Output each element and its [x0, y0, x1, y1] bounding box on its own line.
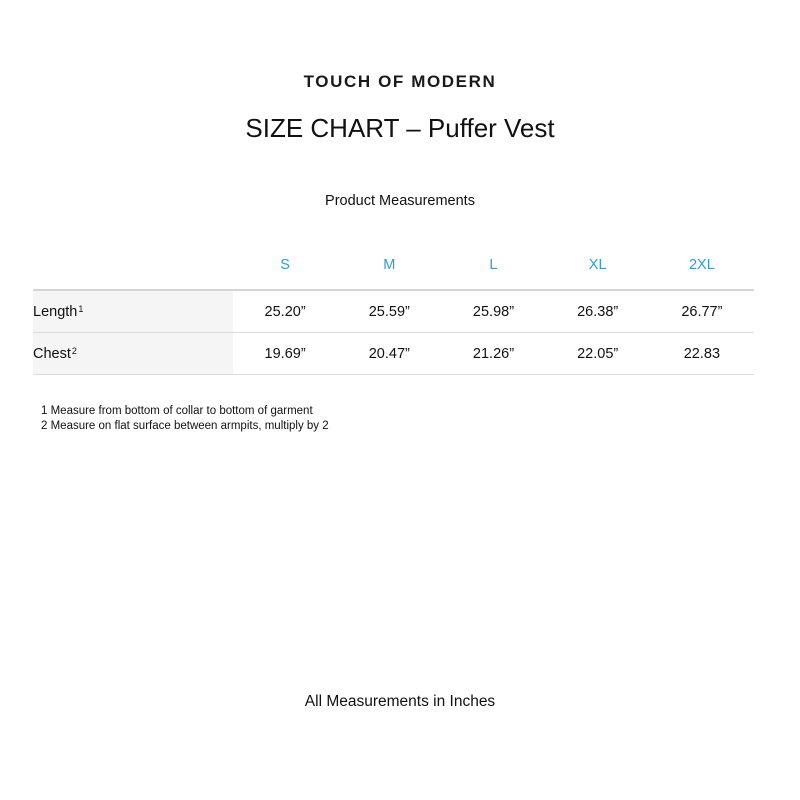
table-row-chest [33, 333, 754, 375]
table-cell: 25.59” [337, 290, 441, 333]
page-title: SIZE CHART – Puffer Vest [245, 113, 555, 143]
size-header-l: L [441, 240, 545, 290]
row-label-text: Length [33, 303, 78, 320]
table-cell: 25.20” [233, 290, 337, 333]
table-cell: 25.98” [441, 290, 545, 333]
size-header-s: S [233, 240, 337, 290]
brand-logo-text: TOUCH OF MODERN [303, 72, 497, 91]
measurement-units-note: All Measurements in Inches [304, 693, 496, 710]
row-label-length [33, 290, 233, 333]
footnote-2: 2 Measure on flat surface between armpits, multiply by 2 [41, 420, 329, 432]
header-corner-cell [33, 240, 233, 290]
table-subtitle: Product Measurements [325, 193, 475, 209]
row-label-chest [33, 333, 233, 375]
size-chart-table [33, 240, 754, 375]
table-cell: 20.47” [337, 333, 441, 375]
footnote-marker: 1 [78, 303, 84, 314]
footnote-1: 1 Measure from bottom of collar to bottom of garment [41, 405, 313, 417]
table-cell: 21.26” [441, 333, 545, 375]
row-label-text: Chest [33, 345, 71, 362]
table-cell: 26.77” [650, 290, 754, 333]
footnotes [41, 404, 329, 434]
table-cell: 22.83 [650, 333, 754, 375]
size-header-m: M [337, 240, 441, 290]
size-header-row [33, 240, 754, 290]
table-row-length [33, 290, 754, 333]
size-header-2xl: 2XL [650, 240, 754, 290]
table-cell: 26.38” [546, 290, 650, 333]
footnote-marker: 2 [71, 345, 77, 356]
size-header-xl: XL [546, 240, 650, 290]
table-cell: 19.69” [233, 333, 337, 375]
table-cell: 22.05” [546, 333, 650, 375]
